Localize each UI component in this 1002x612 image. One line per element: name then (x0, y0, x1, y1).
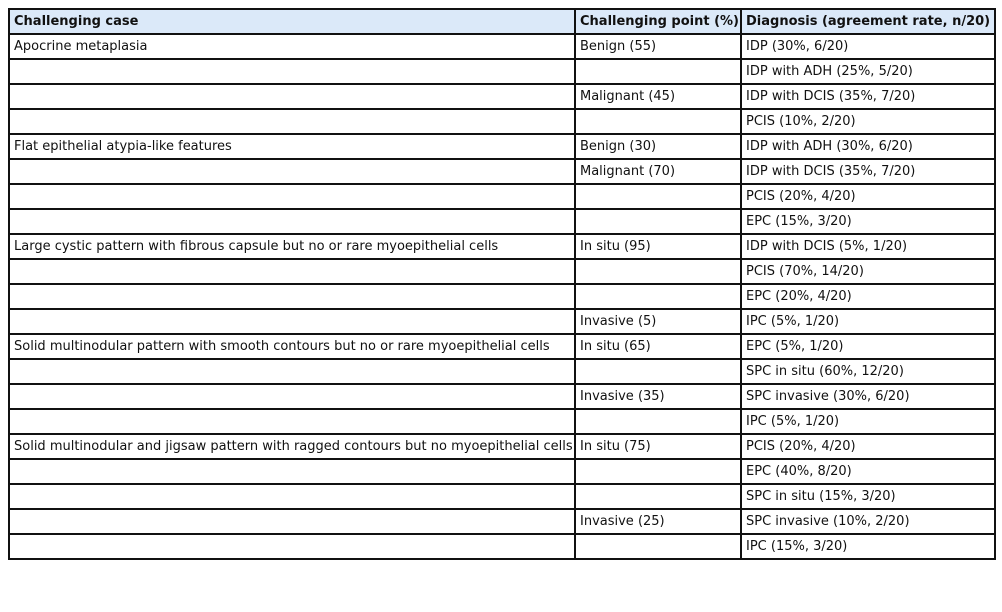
table-row (9, 59, 995, 84)
column-header-diagnosis: Diagnosis (agreement rate, n/20) (741, 9, 995, 34)
diagnosis-cell: EPC (15%, 3/20) (741, 209, 995, 234)
challenging-case-cell (9, 384, 575, 409)
diagnosis-cell: EPC (5%, 1/20) (741, 334, 995, 359)
challenging-point-cell (575, 359, 741, 384)
challenging-point-cell (575, 209, 741, 234)
diagnosis-cell: SPC in situ (15%, 3/20) (741, 484, 995, 509)
challenging-case-cell (9, 84, 575, 109)
diagnosis-cell: IDP with DCIS (5%, 1/20) (741, 234, 995, 259)
diagnosis-cell: PCIS (70%, 14/20) (741, 259, 995, 284)
challenging-case-cell (9, 59, 575, 84)
challenging-point-cell: In situ (95) (575, 234, 741, 259)
challenging-point-cell: Malignant (45) (575, 84, 741, 109)
challenging-point-cell (575, 259, 741, 284)
challenging-case-cell (9, 109, 575, 134)
challenging-point-cell (575, 484, 741, 509)
table-row (9, 159, 995, 184)
diagnosis-cell: PCIS (20%, 4/20) (741, 184, 995, 209)
diagnosis-cell: PCIS (10%, 2/20) (741, 109, 995, 134)
challenging-point-cell (575, 109, 741, 134)
challenging-point-cell: Benign (55) (575, 34, 741, 59)
challenging-point-cell: Invasive (35) (575, 384, 741, 409)
table-row (9, 84, 995, 109)
challenging-case-cell: Solid multinodular and jigsaw pattern with ragged contours but no myoepithelial cells (9, 434, 575, 459)
challenging-point-cell: Benign (30) (575, 134, 741, 159)
challenging-case-cell (9, 484, 575, 509)
challenging-case-cell: Flat epithelial atypia-like features (9, 134, 575, 159)
diagnosis-cell: IPC (15%, 3/20) (741, 534, 995, 559)
diagnosis-cell: IDP with ADH (25%, 5/20) (741, 59, 995, 84)
challenging-case-cell (9, 359, 575, 384)
challenging-case-cell (9, 509, 575, 534)
diagnosis-cell: IDP with DCIS (35%, 7/20) (741, 84, 995, 109)
challenging-point-cell: In situ (75) (575, 434, 741, 459)
challenging-case-cell (9, 159, 575, 184)
challenging-case-cell (9, 309, 575, 334)
table-row (9, 309, 995, 334)
table-row (9, 334, 995, 359)
challenging-case-cell (9, 284, 575, 309)
diagnosis-cell: EPC (40%, 8/20) (741, 459, 995, 484)
table-row (9, 234, 995, 259)
table-row (9, 534, 995, 559)
diagnosis-cell: PCIS (20%, 4/20) (741, 434, 995, 459)
challenging-case-cell (9, 209, 575, 234)
challenging-point-cell (575, 284, 741, 309)
table-row (9, 459, 995, 484)
challenging-point-cell (575, 459, 741, 484)
challenging-case-cell (9, 259, 575, 284)
column-header-challenging-case: Challenging case (9, 9, 575, 34)
table-row (9, 259, 995, 284)
challenging-point-cell: Malignant (70) (575, 159, 741, 184)
diagnosis-cell: EPC (20%, 4/20) (741, 284, 995, 309)
table-header (9, 9, 995, 34)
challenging-cases-table (8, 8, 996, 560)
diagnosis-cell: IDP with ADH (30%, 6/20) (741, 134, 995, 159)
challenging-point-cell (575, 59, 741, 84)
diagnosis-cell: SPC invasive (10%, 2/20) (741, 509, 995, 534)
diagnosis-cell: SPC in situ (60%, 12/20) (741, 359, 995, 384)
table-row (9, 184, 995, 209)
challenging-point-cell (575, 184, 741, 209)
table-row (9, 384, 995, 409)
challenging-case-cell: Apocrine metaplasia (9, 34, 575, 59)
challenging-case-cell (9, 459, 575, 484)
column-header-challenging-point: Challenging point (%) (575, 9, 741, 34)
header-row (9, 9, 995, 34)
table-row (9, 209, 995, 234)
table-row (9, 284, 995, 309)
challenging-case-cell: Large cystic pattern with fibrous capsule but no or rare myoepithelial cells (9, 234, 575, 259)
challenging-point-cell: In situ (65) (575, 334, 741, 359)
diagnosis-cell: IDP with DCIS (35%, 7/20) (741, 159, 995, 184)
diagnosis-cell: SPC invasive (30%, 6/20) (741, 384, 995, 409)
challenging-point-cell (575, 534, 741, 559)
diagnosis-cell: IPC (5%, 1/20) (741, 409, 995, 434)
table-row (9, 34, 995, 59)
diagnosis-cell: IDP (30%, 6/20) (741, 34, 995, 59)
challenging-point-cell (575, 409, 741, 434)
challenging-case-cell (9, 409, 575, 434)
table-row (9, 409, 995, 434)
challenging-point-cell: Invasive (25) (575, 509, 741, 534)
table-row (9, 134, 995, 159)
table-body (9, 34, 995, 559)
diagnosis-cell: IPC (5%, 1/20) (741, 309, 995, 334)
table-row (9, 359, 995, 384)
challenging-point-cell: Invasive (5) (575, 309, 741, 334)
table-row (9, 434, 995, 459)
challenging-case-cell (9, 534, 575, 559)
table-row (9, 509, 995, 534)
challenging-case-cell: Solid multinodular pattern with smooth contours but no or rare myoepithelial cells (9, 334, 575, 359)
challenging-case-cell (9, 184, 575, 209)
table-row (9, 109, 995, 134)
table-row (9, 484, 995, 509)
